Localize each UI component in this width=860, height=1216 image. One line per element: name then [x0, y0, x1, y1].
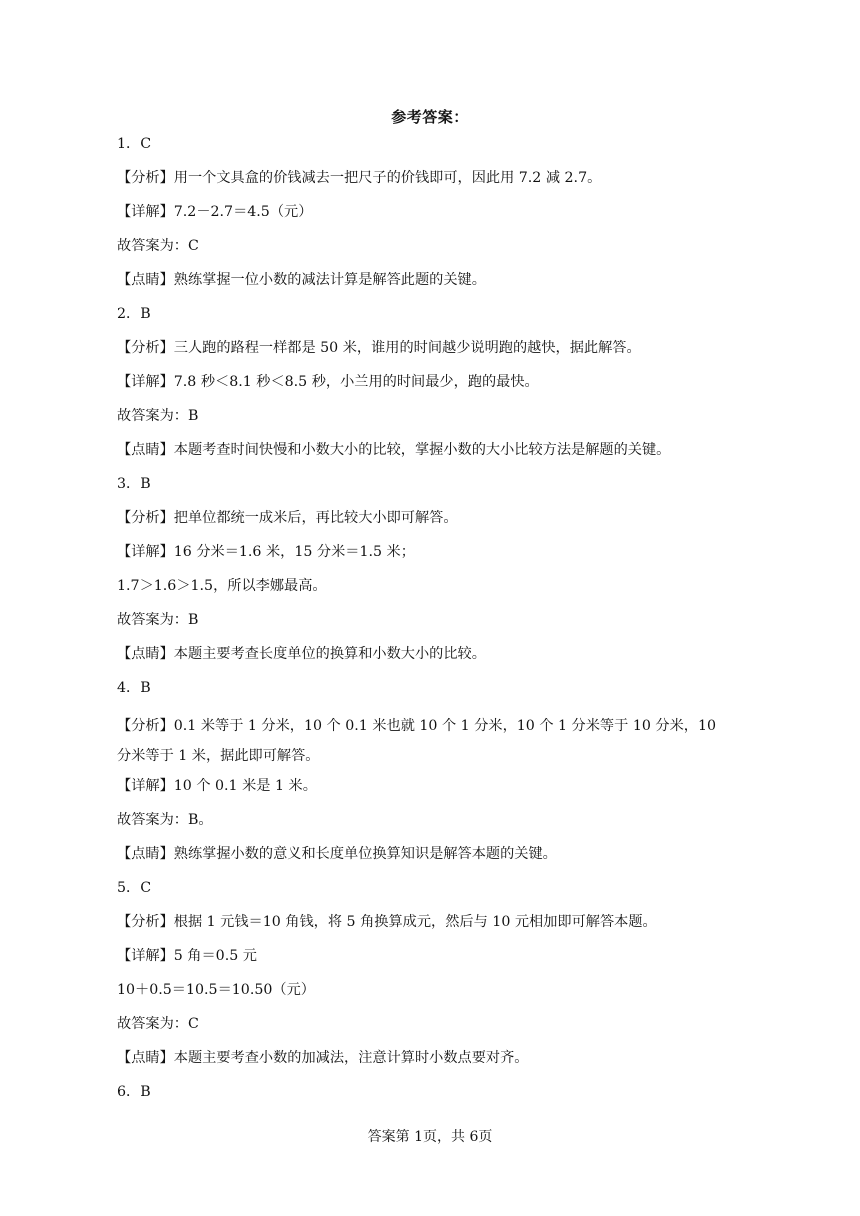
question-number: 5．C [117, 880, 152, 896]
detail-line: 【详解】16 分米＝1.6 米，15 分米＝1.5 米； [117, 544, 415, 560]
detail-line: 10＋0.5＝10.5＝10.50（元） [117, 982, 315, 998]
detail-line: 【详解】7.8 秒＜8.1 秒＜8.5 秒，小兰用的时间最少，跑的最快。 [117, 374, 539, 390]
question-number: 3．B [117, 476, 151, 492]
page-title: 参考答案： [391, 108, 469, 126]
answer-list [117, 133, 727, 1115]
detail-line: 1.7＞1.6＞1.5，所以李娜最高。 [117, 578, 327, 594]
analysis-line: 【分析】根据 1 元钱＝10 角钱，将 5 角换算成元，然后与 10 元相加即可解答本题。 [117, 914, 657, 930]
question-number: 6．B [117, 1084, 151, 1100]
comment-line: 【点睛】本题主要考查小数的加减法，注意计算时小数点要对齐。 [117, 1050, 529, 1066]
question-number: 4．B [117, 680, 151, 696]
analysis-line: 【分析】0.1 米等于 1 分米，10 个 0.1 米也就 10 个 1 分米，10 个 1 分米等于 10 分米，10 分米等于 1 米，据此即可解答。 [117, 718, 716, 764]
detail-line: 【详解】5 角＝0.5 元 [117, 948, 257, 964]
analysis-line: 【分析】三人跑的路程一样都是 50 米，谁用的时间越少说明跑的越快，据此解答。 [117, 340, 641, 356]
answer-line: 故答案为：B [117, 408, 199, 424]
question-number: 1．C [117, 136, 152, 152]
comment-line: 【点睛】本题主要考查长度单位的换算和小数大小的比较。 [117, 646, 486, 662]
analysis-line: 【分析】用一个文具盒的价钱减去一把尺子的价钱即可，因此用 7.2 减 2.7。 [117, 170, 602, 186]
comment-line: 【点睛】熟练掌握小数的意义和长度单位换算知识是解答本题的关键。 [117, 846, 557, 862]
question-number: 2．B [117, 306, 151, 322]
answer-line: 故答案为：B。 [117, 812, 213, 828]
detail-line: 【详解】10 个 0.1 米是 1 米。 [117, 778, 317, 794]
detail-line: 【详解】7.2－2.7＝4.5（元） [117, 204, 313, 220]
answer-line: 故答案为：C [117, 238, 199, 254]
comment-line: 【点睛】熟练掌握一位小数的减法计算是解答此题的关键。 [117, 272, 486, 288]
analysis-line: 【分析】把单位都统一成米后，再比较大小即可解答。 [117, 510, 458, 526]
page-footer: 答案第 1页，共 6页 [367, 1129, 493, 1145]
answer-line: 故答案为：C [117, 1016, 199, 1032]
comment-line: 【点睛】本题考查时间快慢和小数大小的比较，掌握小数的大小比较方法是解题的关键。 [117, 442, 671, 458]
answer-line: 故答案为：B [117, 612, 199, 628]
